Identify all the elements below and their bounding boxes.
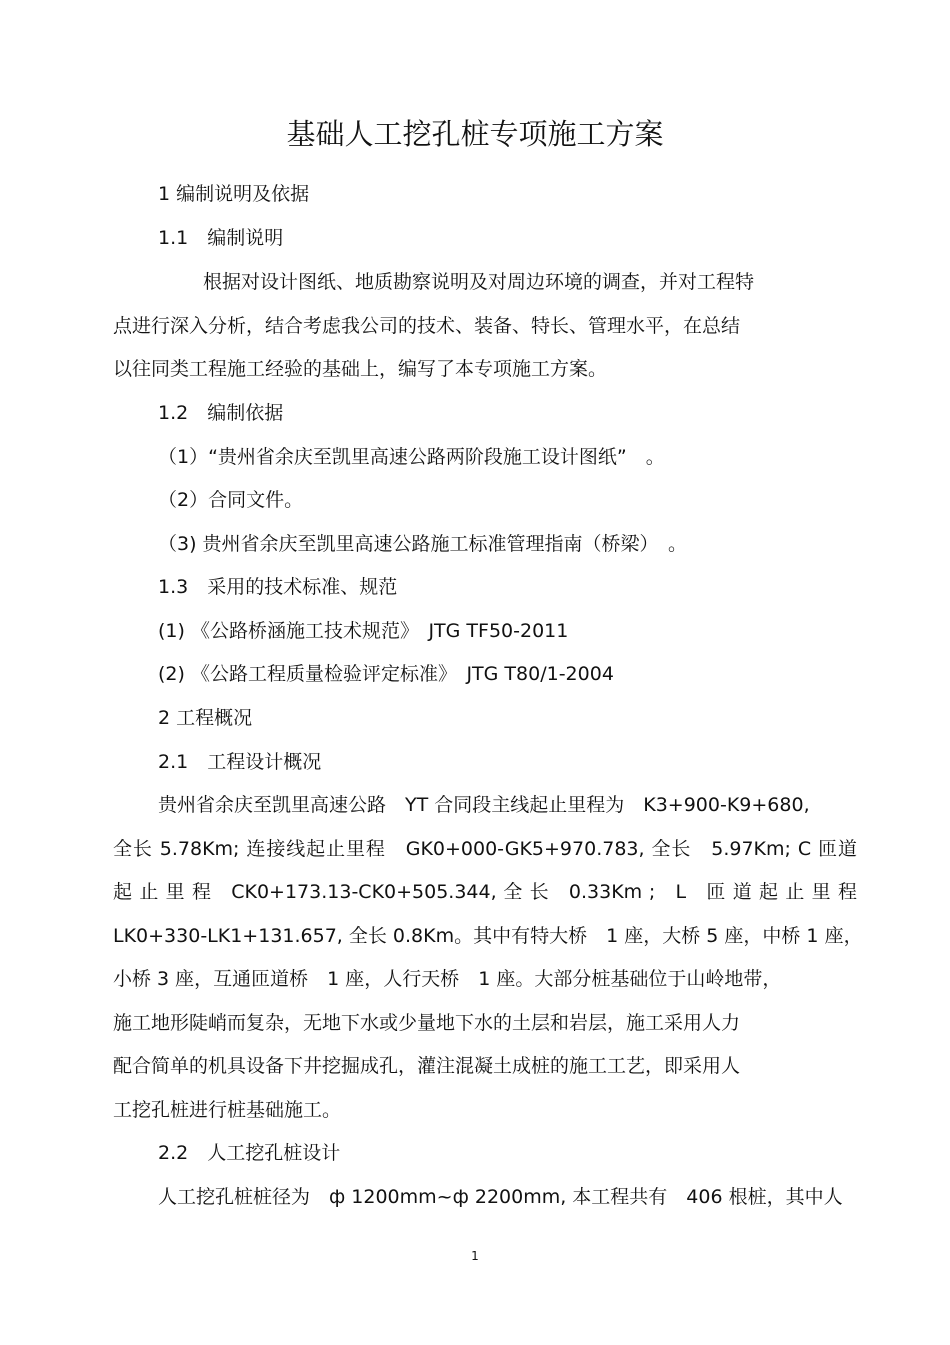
paragraph-line: 贵州省余庆至凯里高速公路 YT 合同段主线起止里程为 K3+900-K9+680,	[158, 794, 810, 816]
heading-1: 1 编制说明及依据	[158, 183, 310, 205]
page-title: 基础人工挖孔桩专项施工方案	[286, 117, 664, 151]
paragraph-line: 以往同类工程施工经验的基础上，编写了本专项施工方案。	[113, 358, 608, 380]
paragraph-line: LK0+330-LK1+131.657, 全长 0.8Km。其中有特大桥 1 座，大桥 5 座，中桥 1 座，	[113, 925, 863, 947]
paragraph-line: 配合简单的机具设备下井挖掘成孔，灌注混凝土成桩的施工工艺，即采用人	[113, 1055, 741, 1077]
heading-2: 2 工程概况	[158, 707, 253, 729]
list-item: （2）合同文件。	[158, 489, 304, 511]
list-item: （1）“贵州省余庆至凯里高速公路两阶段施工设计图纸” 。	[158, 446, 665, 468]
heading-2-1: 2.1 工程设计概况	[158, 751, 322, 773]
heading-1-3: 1.3 采用的技术标准、规范	[158, 576, 398, 598]
list-item: (1) 《公路桥涵施工技术规范》 JTG TF50-2011	[158, 620, 569, 642]
heading-2-2: 2.2 人工挖孔桩设计	[158, 1142, 341, 1164]
list-item: （3) 贵州省余庆至凯里高速公路施工标准管理指南（桥梁） 。	[158, 533, 688, 555]
paragraph-line: 人工挖孔桩桩径为 ф 1200mm~ф 2200mm, 本工程共有 406 根桩，其中人	[158, 1186, 843, 1208]
paragraph-line: 根据对设计图纸、地质勘察说明及对周边环境的调查，并对工程特	[203, 271, 755, 293]
heading-1-2: 1.2 编制依据	[158, 402, 284, 424]
paragraph-line: 起 止 里 程 CK0+173.13-CK0+505.344, 全 长 0.33Km ; L 匝 道 起 止 里 程	[113, 881, 857, 903]
paragraph-line: 工挖孔桩进行桩基础施工。	[113, 1099, 342, 1121]
paragraph-line: 施工地形陡峭而复杂，无地下水或少量地下水的土层和岩层，施工采用人力	[113, 1012, 741, 1034]
page-number: 1	[471, 1249, 479, 1263]
heading-1-1: 1.1 编制说明	[158, 227, 284, 249]
paragraph-line: 点进行深入分析，结合考虑我公司的技术、装备、特长、管理水平，在总结	[113, 315, 741, 337]
list-item: (2) 《公路工程质量检验评定标准》 JTG T80/1-2004	[158, 663, 614, 685]
paragraph-line: 全长 5.78Km; 连接线起止里程 GK0+000-GK5+970.783, 全长 5.97Km; C 匝道	[113, 838, 857, 860]
paragraph-line: 小桥 3 座，互通匝道桥 1 座，人行天桥 1 座。大部分桩基础位于山岭地带，	[113, 968, 782, 990]
